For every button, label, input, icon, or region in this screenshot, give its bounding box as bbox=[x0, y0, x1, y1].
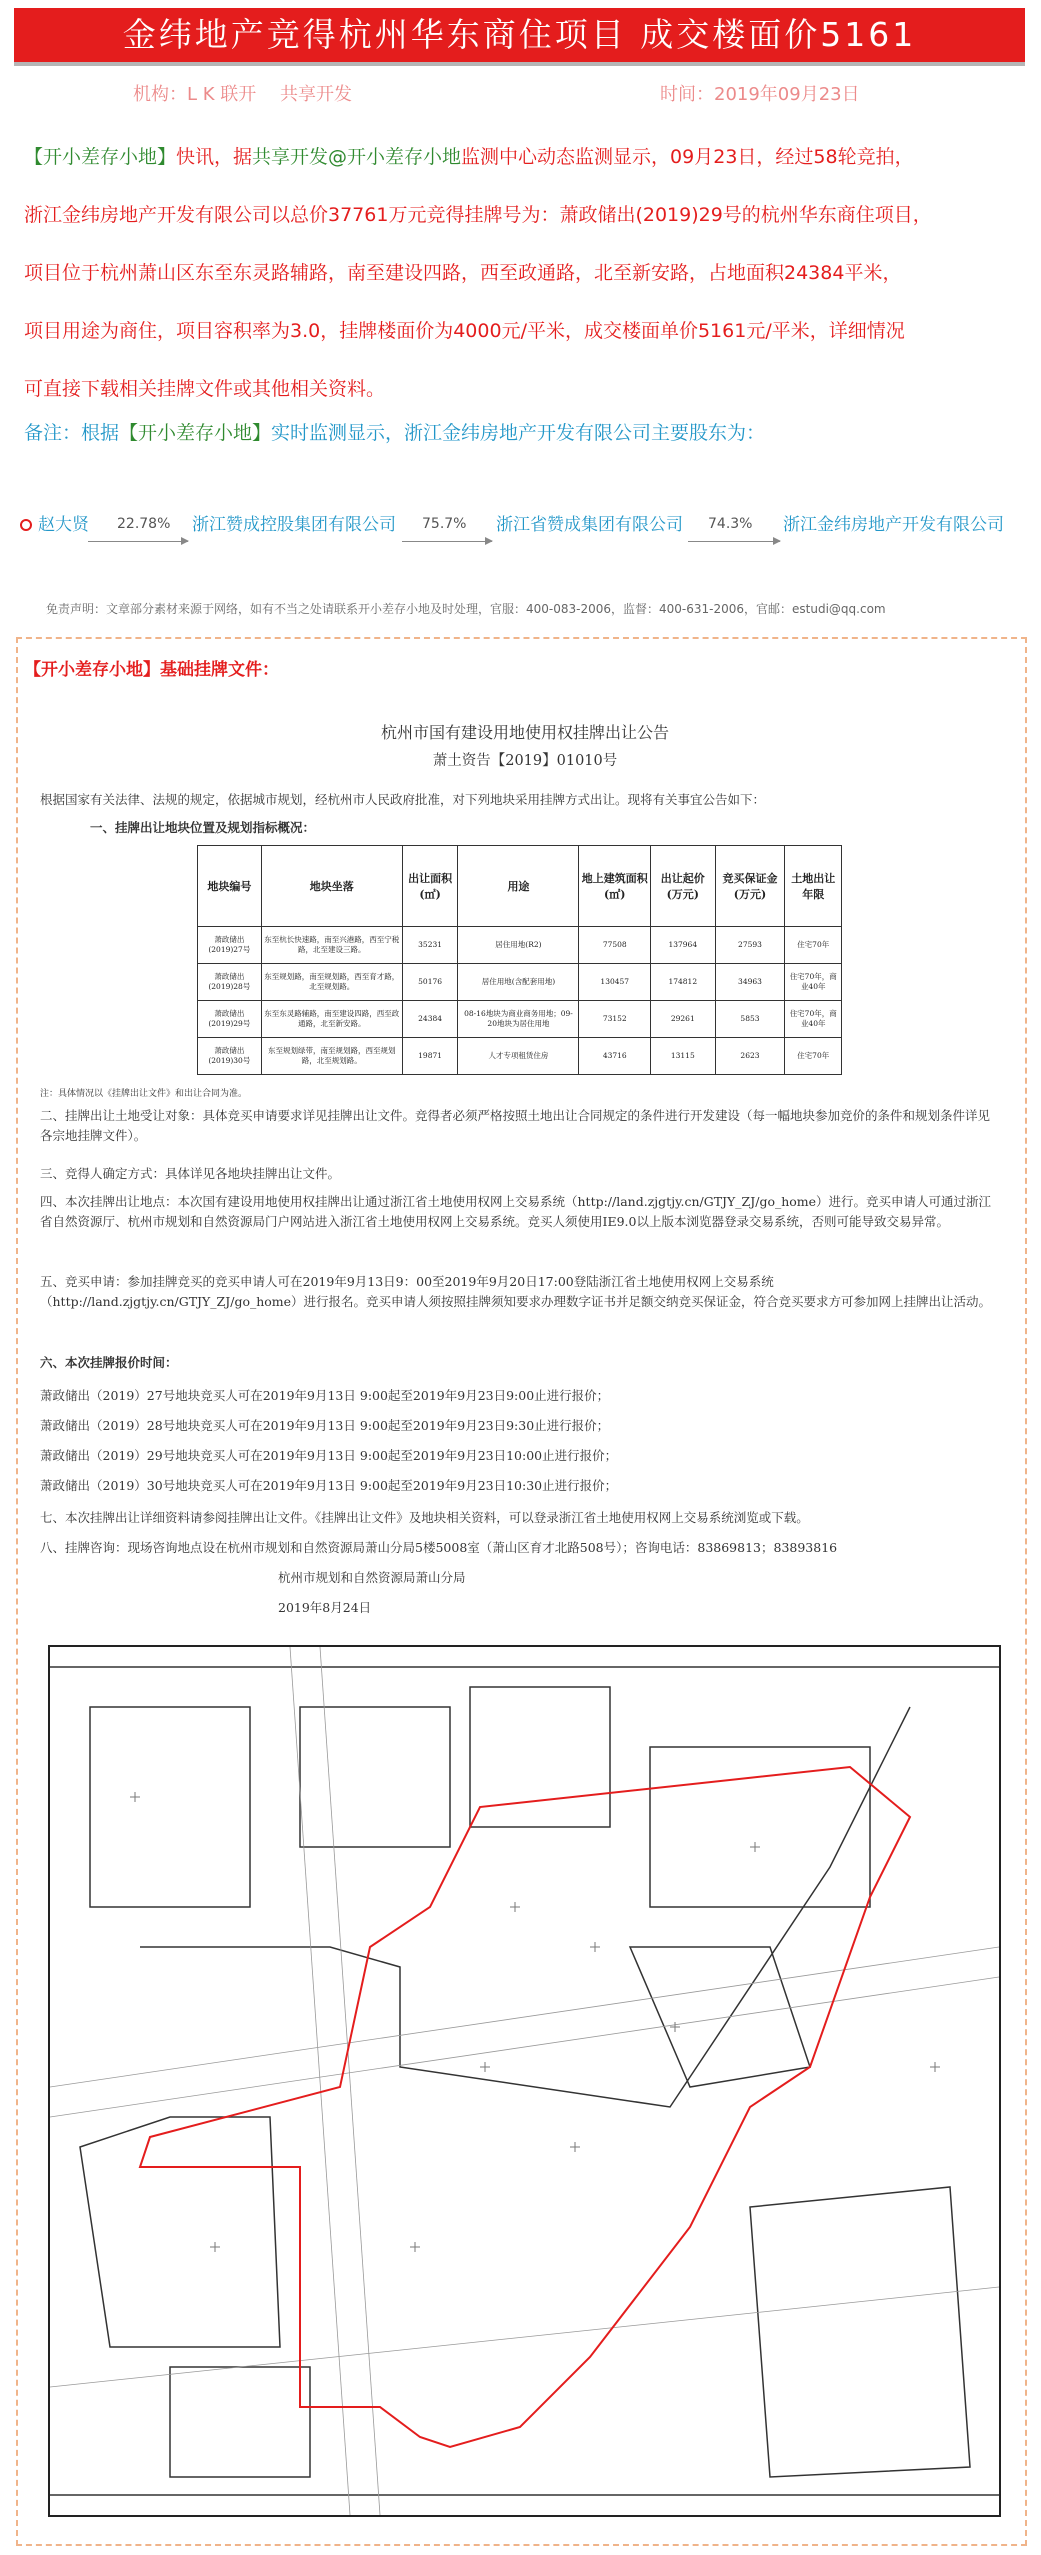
section-6: 六、本次挂牌报价时间： bbox=[40, 1355, 178, 1370]
table-cell: 东至规划绿带，南至规划路，西至规划路，北至规划路。 bbox=[261, 1038, 402, 1075]
table-cell: 19871 bbox=[402, 1038, 458, 1075]
table-cell: 24384 bbox=[402, 1001, 458, 1038]
table-cell: 萧政储出(2019)27号 bbox=[198, 927, 262, 964]
table-cell: 174812 bbox=[651, 964, 715, 1001]
table-header: 出让面积(㎡) bbox=[402, 846, 458, 927]
disclaimer: 免责声明：文章部分素材来源于网络，如有不当之处请联系开小差存小地及时处理，官服：400-083-2006，监督：400-631-2006，官邮：estudi@qq.com bbox=[46, 602, 886, 616]
news-line: 可直接下载相关挂牌文件或其他相关资料。 bbox=[24, 378, 386, 400]
quote-time-29: 萧政储出（2019）29号地块竞买人可在2019年9月13日 9:00起至2019年9月23日10:00止进行报价； bbox=[40, 1448, 618, 1463]
person-name: 赵大贤 bbox=[38, 515, 89, 535]
table-cell: 萧政储出(2019)29号 bbox=[198, 1001, 262, 1038]
note-text: 实时监测显示，浙江金纬房地产开发有限公司主要股东为： bbox=[271, 422, 766, 444]
note-source-tag: 【开小差存小地】 bbox=[119, 422, 272, 444]
announcement-title: 杭州市国有建设用地使用权挂牌出让公告 bbox=[380, 723, 669, 742]
table-cell: 13115 bbox=[651, 1038, 715, 1075]
table-header: 地上建筑面积(㎡) bbox=[579, 846, 651, 927]
table-cell: 2623 bbox=[715, 1038, 785, 1075]
section-4: 四、本次挂牌出让地点：本次国有建设用地使用权挂牌出让通过浙江省土地使用权网上交易系统（http://land.zjgtjy.cn/GTJY_ZJ/go_home）进行。竞买申请人可通过浙江省自然资源厅、杭州市规划和自然资源局门户网站进入浙江省土地使用权网上交易系统。竞买人须使用IE9.0以上版本浏览器登录交易系统，否则可能导致交易异常。 bbox=[40, 1194, 992, 1229]
section-2 bbox=[40, 1106, 1000, 1146]
table-cell: 27593 bbox=[715, 927, 785, 964]
news-text: 监测中心动态监测显示，09月23日，经过58轮竞拍， bbox=[461, 146, 914, 168]
page-title: 金纬地产竞得杭州华东商住项目 成交楼面价5161 bbox=[14, 8, 1025, 66]
table-cell: 137964 bbox=[651, 927, 715, 964]
table-cell: 东至杭长快速路，南至兴港路，西至宁税路，北至建设三路。 bbox=[261, 927, 402, 964]
news-line: 项目用途为商住，项目容积率为3.0，挂牌楼面价为4000元/平米，成交楼面单价5161元/平米，详细情况 bbox=[24, 320, 905, 342]
section-7: 七、本次挂牌出让详细资料请参阅挂牌出让文件。《挂牌出让文件》及地块相关资料，可以登录浙江省土地使用权网上交易系统浏览或下载。 bbox=[40, 1510, 809, 1525]
note-text: 备注：根据 bbox=[24, 422, 120, 444]
share-percent: 22.78% bbox=[117, 516, 171, 532]
quote-time-27: 萧政储出（2019）27号地块竞买人可在2019年9月13日 9:00起至2019年9月23日9:00止进行报价； bbox=[40, 1388, 610, 1403]
section-5: 五、竞买申请：参加挂牌竞买的竞买申请人可在2019年9月13日9：00至2019年9月20日17:00登陆浙江省土地使用权网上交易系统（http://land.zjgtjy.cn/GTJY_ZJ/go_home）进行报名。竞买申请人须按照挂牌须知要求办理数字证书并足额交纳竞买保证金，符合竞买要求方可参加网上挂牌出让活动。 bbox=[40, 1274, 992, 1309]
person-link[interactable] bbox=[20, 510, 89, 540]
table-row bbox=[198, 964, 842, 1001]
table-cell: 东至东灵路辅路，南至建设四路，西至政通路，北至新安路。 bbox=[261, 1001, 402, 1038]
table-cell: 东至规划路，南至规划路，西至育才路，北至规划路。 bbox=[261, 964, 402, 1001]
table-cell: 43716 bbox=[579, 1038, 651, 1075]
share-percent: 75.7% bbox=[422, 516, 467, 532]
news-line: 项目位于杭州萧山区东至东灵路辅路，南至建设四路，西至政通路，北至新安路，占地面积24384平米， bbox=[24, 262, 902, 284]
news-line: 浙江金纬房地产开发有限公司以总价37761万元竞得挂牌号为：萧政储出(2019)29号的杭州华东商住项目， bbox=[24, 204, 932, 226]
arrow-icon bbox=[688, 541, 780, 542]
source-tag: 【开小差存小地】 bbox=[24, 146, 177, 168]
company-link[interactable]: 浙江赞成控股集团有限公司 bbox=[192, 515, 396, 535]
table-row bbox=[198, 1001, 842, 1038]
table-cell: 居住用地(含配套用地) bbox=[458, 964, 579, 1001]
arrow-icon bbox=[88, 541, 188, 542]
quote-time-28: 萧政储出（2019）28号地块竞买人可在2019年9月13日 9:00起至2019年9月23日9:30止进行报价； bbox=[40, 1418, 610, 1433]
source-link[interactable]: 共享开发@开小差存小地 bbox=[252, 146, 462, 168]
table-cell: 居住用地(R2) bbox=[458, 927, 579, 964]
table-cell: 萧政储出(2019)30号 bbox=[198, 1038, 262, 1075]
announcement-number: 萧土资告【2019】01010号 bbox=[432, 753, 618, 769]
shareholder-note bbox=[24, 418, 765, 445]
table-cell: 住宅70年 bbox=[785, 927, 842, 964]
table-cell: 08-16地块为商业商务用地；09-20地块为居住用地 bbox=[458, 1001, 579, 1038]
document-box-label: 【开小差存小地】基础挂牌文件： bbox=[24, 660, 279, 680]
table-header: 竞买保证金(万元) bbox=[715, 846, 785, 927]
table-cell: 34963 bbox=[715, 964, 785, 1001]
time-label: 时间：2019年09月23日 bbox=[660, 84, 860, 105]
section-8: 八、挂牌咨询：现场咨询地点设在杭州市规划和自然资源局萧山分局5楼5008室（萧山区育才北路508号）；咨询电话：83869813；83893816 bbox=[40, 1540, 838, 1555]
announcement bbox=[50, 720, 1000, 770]
table-cell: 住宅70年，商业40年 bbox=[785, 1001, 842, 1038]
table-header: 地块编号 bbox=[198, 846, 262, 927]
section-text: 二、挂牌出让土地受让对象：具体竞买申请要求详见挂牌出让文件。竞得者必须严格按照土地出让合同规定的条件进行开发建设（每一幅地块参加竞价的条件和规划条件详见各宗地挂牌文件）。 bbox=[40, 1108, 991, 1143]
quote-time-30: 萧政储出（2019）30号地块竞买人可在2019年9月13日 9:00起至2019年9月23日10:30止进行报价； bbox=[40, 1478, 618, 1493]
site-map bbox=[48, 1645, 1001, 2517]
company-link[interactable]: 浙江省赞成集团有限公司 bbox=[496, 515, 683, 535]
table-header: 土地出让年限 bbox=[785, 846, 842, 927]
person-icon bbox=[20, 519, 32, 531]
table-cell: 5853 bbox=[715, 1001, 785, 1038]
table-cell: 77508 bbox=[579, 927, 651, 964]
arrow-icon bbox=[402, 541, 492, 542]
table-header: 用途 bbox=[458, 846, 579, 927]
parcel-table bbox=[197, 845, 842, 1075]
table-cell: 萧政储出(2019)28号 bbox=[198, 964, 262, 1001]
table-cell: 人才专项租赁住房 bbox=[458, 1038, 579, 1075]
issuer: 杭州市规划和自然资源局萧山分局 bbox=[278, 1570, 466, 1585]
table-cell: 130457 bbox=[579, 964, 651, 1001]
table-cell: 73152 bbox=[579, 1001, 651, 1038]
table-cell: 50176 bbox=[402, 964, 458, 1001]
agency-label: 机构：L K 联开 共享开发 bbox=[133, 84, 352, 105]
table-cell: 住宅70年 bbox=[785, 1038, 842, 1075]
table-header: 出让起价(万元) bbox=[651, 846, 715, 927]
table-header: 地块坐落 bbox=[261, 846, 402, 927]
table-row bbox=[198, 927, 842, 964]
table-note: 注：具体情况以《挂牌出让文件》和出让合同为准。 bbox=[40, 1089, 248, 1099]
section-heading: 一、挂牌出让地块位置及规划指标概况： bbox=[90, 820, 316, 835]
news-body bbox=[24, 128, 1024, 418]
announcement-intro: 根据国家有关法律、法规的规定，依据城市规划，经杭州市人民政府批准，对下列地块采用挂牌方式出让。现将有关事宜公告如下： bbox=[40, 792, 766, 807]
table-cell: 29261 bbox=[651, 1001, 715, 1038]
issue-date: 2019年8月24日 bbox=[278, 1600, 372, 1615]
table-cell: 住宅70年，商业40年 bbox=[785, 964, 842, 1001]
table-row bbox=[198, 1038, 842, 1075]
company-link[interactable]: 浙江金纬房地产开发有限公司 bbox=[783, 515, 1004, 535]
news-text: 快讯，据 bbox=[176, 146, 253, 168]
section-3: 三、竞得人确定方式：具体详见各地块挂牌出让文件。 bbox=[40, 1166, 341, 1181]
site-map-drawing bbox=[50, 1647, 999, 2515]
share-percent: 74.3% bbox=[708, 516, 753, 532]
table-cell: 35231 bbox=[402, 927, 458, 964]
